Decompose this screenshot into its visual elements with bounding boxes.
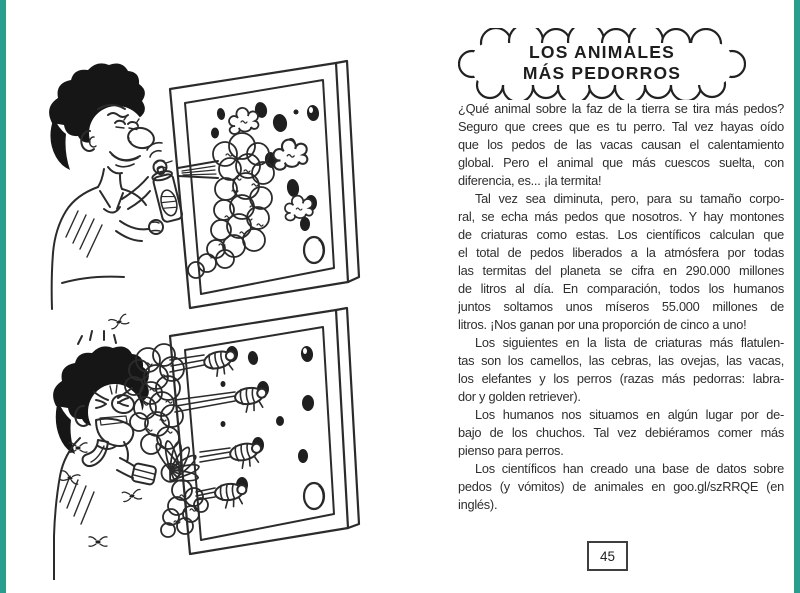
text-line: pedos (y vómitos) de animales en goo.gl/szRRQE (en [458, 479, 784, 494]
text-line: bajo de los chuchos. Tal vez debiéramos comer más [458, 425, 784, 440]
termite-swarm-cloud [188, 133, 274, 278]
text-line: dor y golden retriever). [458, 389, 581, 404]
text-line: Seguro que crees que es tu perro. Tal vez hayas oído [458, 119, 784, 134]
spread-hand [141, 430, 211, 496]
text-line: tas son los camellos, las cebras, las ovejas, las vacas, [458, 353, 784, 368]
text-line: de criaturas como estas. Los científicos calculan que [458, 227, 784, 242]
text-line: Los científicos han creado una base de datos sobre [475, 461, 784, 476]
title-line-2: MÁS PEDORROS [522, 63, 682, 83]
page-number: 45 [599, 548, 616, 564]
doorknob [304, 483, 324, 509]
sleeve-cuff [131, 463, 156, 485]
text-line: pienso para perros. [458, 443, 564, 458]
text-line: inglés). [458, 497, 498, 512]
termite-holes [221, 345, 315, 493]
text-line: diferencia, es... ¡la termita! [458, 173, 602, 188]
text-line: que los pedos de las vacas causan el calentamiento [458, 137, 784, 152]
text-line: ¿Qué animal sobre la faz de la tierra se tira más pedos? [458, 101, 784, 116]
text-line: de litros al día. En comparación, todos los humanos [458, 281, 784, 296]
page-number-box [587, 541, 628, 571]
text-line: Los siguientes en la lista de criaturas más flatulen- [475, 335, 784, 350]
spray-jet [178, 161, 218, 178]
text-line: las termitas del planeta se cifra en 290.000 millones [458, 263, 784, 278]
man-spraying-termites-illustration [20, 58, 440, 310]
disgusted-man [53, 331, 149, 580]
text-line: ral, se echa más pedos que nosotros. Y hay montones [458, 209, 784, 224]
page-edge-left [0, 0, 6, 593]
termites-farting-at-man-illustration [20, 300, 440, 580]
text-line: el total de pedos liberados a la atmósfera por todas [458, 245, 784, 260]
text-line: global. Pero el animal que más cuescos suelta, con [458, 155, 784, 170]
text-line: juntos soltamos unos míseros 55.000 millones de [458, 299, 784, 314]
text-line: Tal vez sea diminuta, pero, para su tamaño corpo- [475, 191, 784, 206]
chapter-title [458, 42, 746, 84]
text-line: Los humanos nos situamos en algún lugar por de- [475, 407, 784, 422]
text-line: los elefantes y los perros (razas más pedorras: labra- [458, 371, 784, 386]
text-line: litros. ¡Nos ganan por una proporción de cinco a uno! [458, 317, 747, 332]
doorknob [304, 237, 324, 263]
page-edge-right [794, 0, 800, 593]
body-paragraphs [458, 100, 784, 514]
title-line-1: LOS ANIMALES [529, 42, 675, 62]
